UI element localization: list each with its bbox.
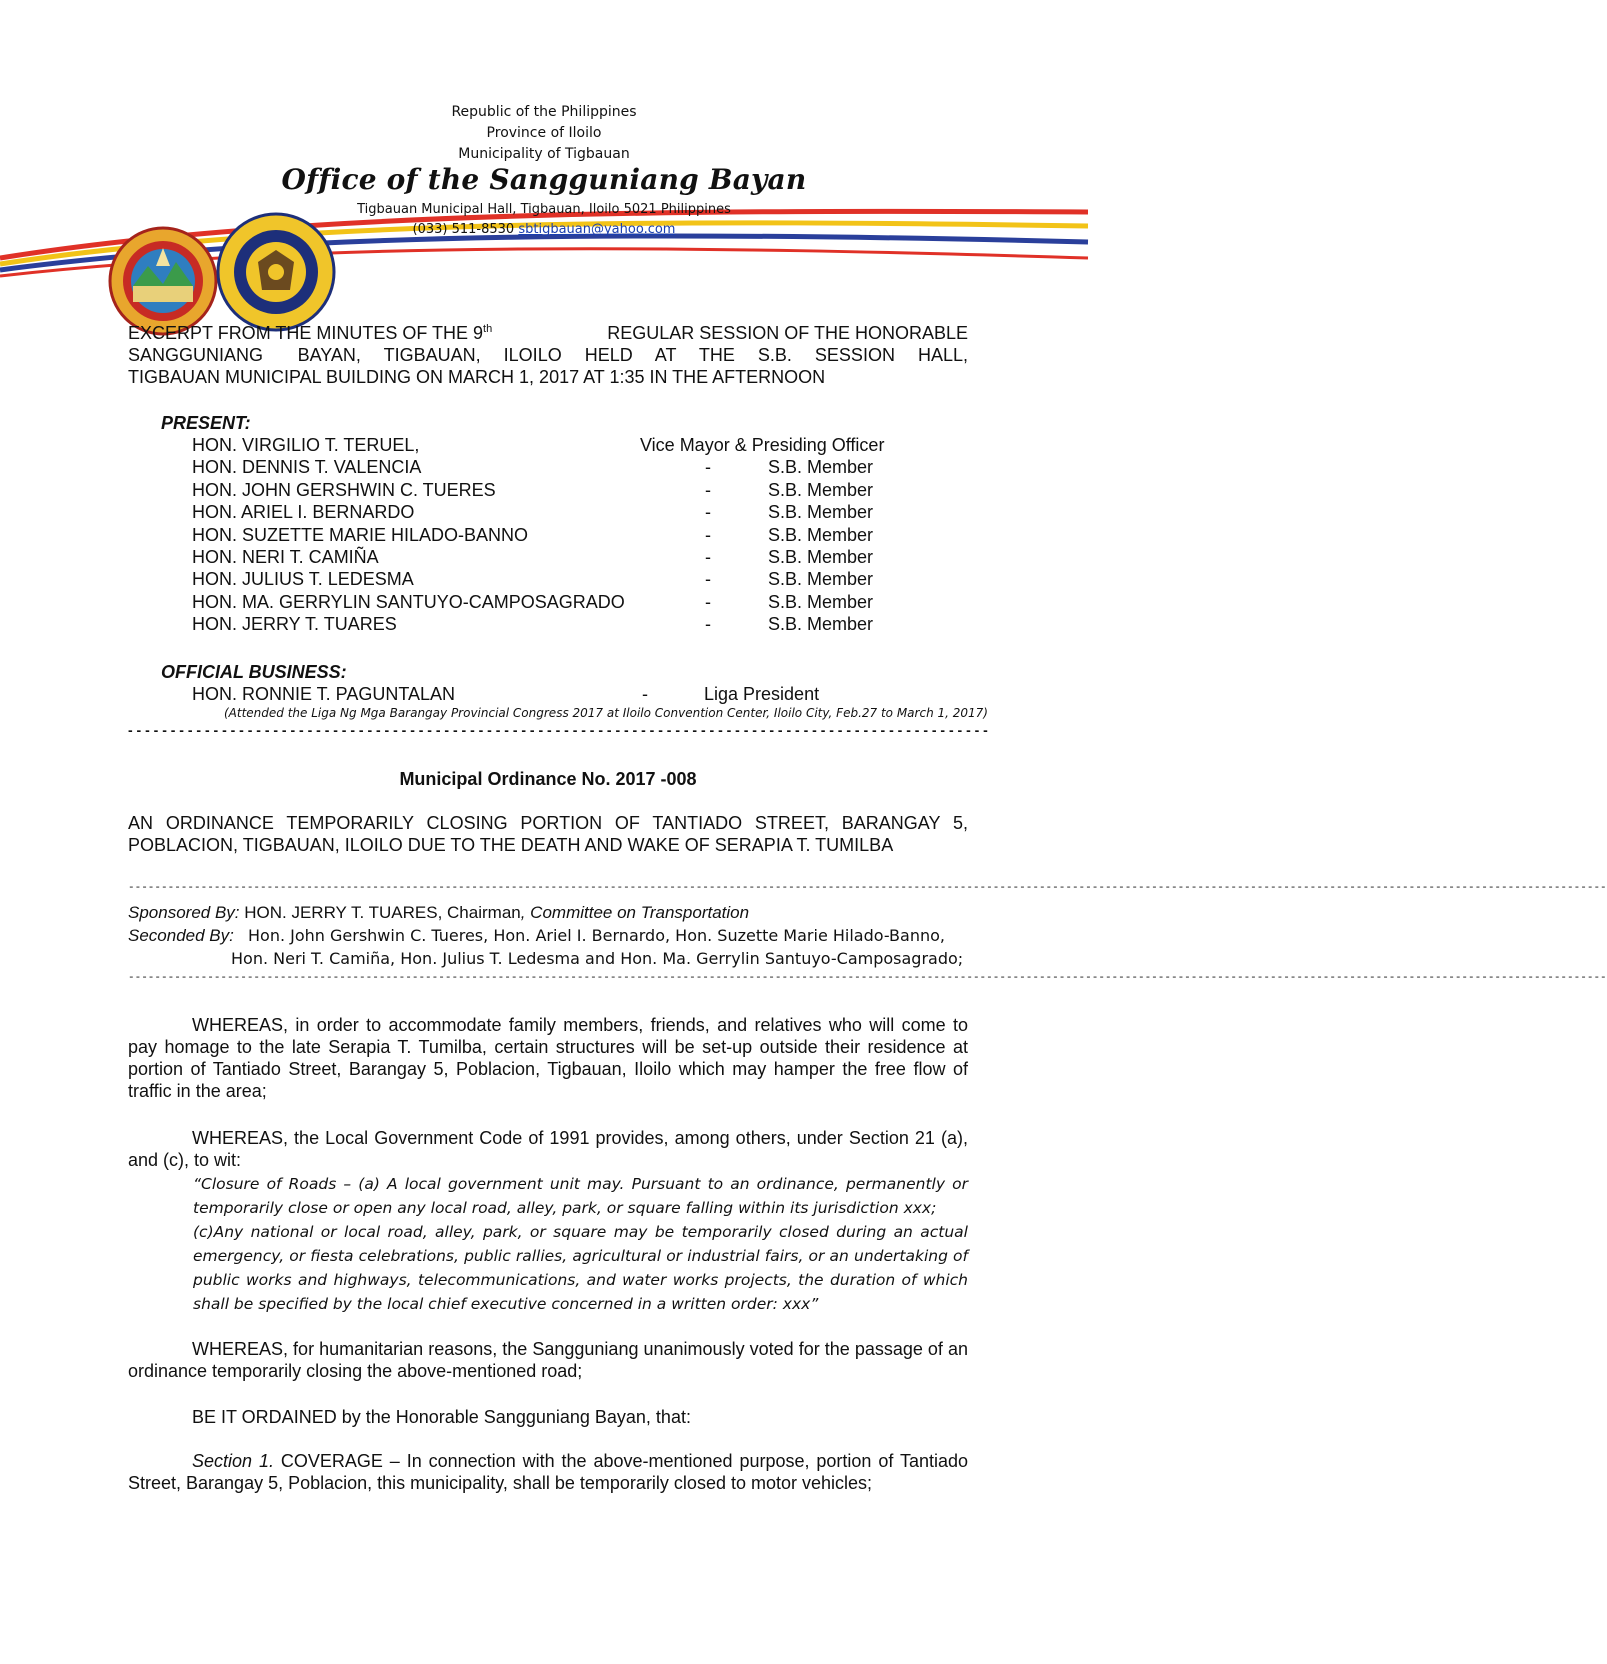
member-dash: - bbox=[705, 569, 711, 590]
whereas-clause-2: WHEREAS, the Local Government Code of 1991 provides, among others, under Section 21 (a), and (c), to wit: bbox=[128, 1128, 968, 1170]
minutes-heading bbox=[128, 322, 968, 388]
member-dash: - bbox=[705, 591, 711, 612]
email-link[interactable]: sbtigbauan@yahoo.com bbox=[518, 222, 676, 237]
seconded-by-label: Seconded By: bbox=[128, 926, 234, 945]
member-dash: - bbox=[705, 502, 711, 523]
whereas-clause-3: WHEREAS, for humanitarian reasons, the Sangguniang unanimously voted for the passage of an ordinance temporarily closing the above-mentioned road; bbox=[128, 1339, 968, 1381]
official-business-note: (Attended the Liga Ng Mga Barangay Provincial Congress 2017 at Iloilo Convention Center, Iloilo City, Feb.27 to March 1, 2017) bbox=[224, 706, 988, 720]
member-role: S.B. Member bbox=[768, 591, 874, 612]
member-role: S.B. Member bbox=[768, 614, 874, 635]
divider-thin-top: -------------------------------------------------------------------------------------------------------------------------------------------------------------------------------------------------------------------------------- bbox=[128, 882, 1607, 894]
member-dash: - bbox=[705, 614, 711, 635]
letterhead-address: Tigbauan Municipal Hall, Tigbauan, Iloilo 5021 Philippines bbox=[357, 202, 731, 217]
divider-thin-bottom: -------------------------------------------------------------------------------------------------------------------------------------------------------------------------------------------------------------------------------- bbox=[128, 972, 1607, 984]
heading-line-2: SANGGUNIANG BAYAN, TIGBAUAN, ILOILO HELD AT THE S.B. SESSION HALL, bbox=[128, 345, 968, 365]
letterhead-contact bbox=[0, 222, 1088, 237]
member-name: HON. JULIUS T. LEDESMA bbox=[192, 569, 414, 590]
whereas-clause-1: WHEREAS, in order to accommodate family members, friends, and relatives who will come to pay homage to the late Serapia T. Tumilba, certain structures will be set-up outside their residence at portion of Tantiado Street, Barangay 5, Poblacion, Tigbauan, Iloilo which may hamper the free flow of traffic in the area; bbox=[128, 1015, 968, 1101]
section-divider-bold: - - - - - - - - - - - - - - - - - - - - - - - - - - - - - - - - - - - - - - - - - - - - - - - - - - - - - - - - - - - - - - - - - - - - - - - - - - - - - - - - - - - - - - - - - - - - - - - - - - - - - bbox=[128, 722, 988, 738]
member-dash: - bbox=[705, 547, 711, 567]
member-dash: - bbox=[705, 524, 711, 545]
member-name: HON. JOHN GERSHWIN C. TUERES bbox=[192, 479, 496, 500]
official-business-label: OFFICIAL BUSINESS: bbox=[161, 662, 347, 682]
ordinance-number: Municipal Ordinance No. 2017 -008 bbox=[399, 769, 697, 789]
section-1-coverage: Section 1. COVERAGE – In connection with the above-mentioned purpose, portion of Tantiado Street, Barangay 5, Poblacion, this municipality, shall be temporarily closed to motor vehicles; bbox=[128, 1451, 968, 1493]
seconded-by-line-2: Hon. Neri T. Camiña, Hon. Julius T. Ledesma and Hon. Ma. Gerrylin Santuyo-Camposagrado; bbox=[231, 949, 964, 968]
phone-number: (033) 511-8530 bbox=[412, 222, 515, 237]
quote-section-21c: (c)Any national or local road, alley, park, or square may be temporarily closed during an actual emergency, or fiesta celebrations, public rallies, agricultural or industrial fairs, or an undertaking of public works and highways, telecommunications, and water works projects, the duration of which shall be specified by the local chief executive concerned in a written order: xxx” bbox=[193, 1223, 968, 1313]
sponsored-by: Sponsored By: HON. JERRY T. TUARES, Chairman, Committee on Transportation bbox=[128, 903, 750, 922]
member-role: S.B. Member bbox=[768, 524, 874, 545]
quote-section-21a: “Closure of Roads – (a) A local government unit may. Pursuant to an ordinance, permanently or temporarily close or open any local road, alley, park, or square falling within its jurisdiction xxx; bbox=[193, 1175, 968, 1217]
letterhead-republic: Republic of the Philippines bbox=[451, 104, 637, 120]
member-dash: - bbox=[705, 457, 711, 478]
seconded-by-line-1: Hon. John Gershwin C. Tueres, Hon. Ariel I. Bernardo, Hon. Suzette Marie Hilado-Banno, bbox=[248, 926, 945, 945]
member-dash: - bbox=[705, 479, 711, 500]
official-business-dash: - bbox=[642, 684, 648, 704]
member-role: S.B. Member bbox=[768, 479, 874, 500]
official-business-name: HON. RONNIE T. PAGUNTALAN bbox=[192, 684, 456, 704]
member-name: HON. MA. GERRYLIN SANTUYO-CAMPOSAGRADO bbox=[192, 591, 625, 612]
member-name: HON. NERI T. CAMIÑA bbox=[192, 547, 379, 567]
member-role: S.B. Member bbox=[768, 502, 874, 523]
member-name: HON. DENNIS T. VALENCIA bbox=[192, 457, 422, 478]
member-role: S.B. Member bbox=[768, 457, 874, 478]
member-role: S.B. Member bbox=[768, 569, 874, 590]
member-role: Vice Mayor & Presiding Officer bbox=[640, 435, 885, 455]
municipality-seal-icon bbox=[108, 226, 218, 336]
present-label: PRESENT: bbox=[161, 413, 251, 433]
heading-line-1: EXCERPT FROM THE MINUTES OF THE 9th REGULAR SESSION OF THE HONORABLE bbox=[128, 323, 968, 343]
letterhead-municipality: Municipality of Tigbauan bbox=[458, 146, 630, 162]
office-title: Office of the Sangguniang Bayan bbox=[281, 163, 807, 196]
member-name: HON. ARIEL I. BERNARDO bbox=[192, 502, 415, 523]
member-role: S.B. Member bbox=[768, 547, 874, 567]
member-name: HON. SUZETTE MARIE HILADO-BANNO bbox=[192, 524, 529, 545]
ordinance-title: AN ORDINANCE TEMPORARILY CLOSING PORTION OF TANTIADO STREET, BARANGAY 5, POBLACION, TIGBAUAN, ILOILO DUE TO THE DEATH AND WAKE OF SERAPIA T. TUMILBA bbox=[128, 813, 968, 855]
ordained-clause: BE IT ORDAINED by the Honorable Sangguniang Bayan, that: bbox=[192, 1407, 691, 1427]
member-name: HON. JERRY T. TUARES bbox=[192, 614, 397, 635]
member-name: HON. VIRGILIO T. TERUEL, bbox=[192, 435, 420, 455]
letterhead-province: Province of Iloilo bbox=[486, 125, 602, 141]
official-business-role: Liga President bbox=[704, 684, 820, 704]
heading-line-3: TIGBAUAN MUNICIPAL BUILDING ON MARCH 1, 2017 AT 1:35 IN THE AFTERNOON bbox=[128, 367, 826, 387]
